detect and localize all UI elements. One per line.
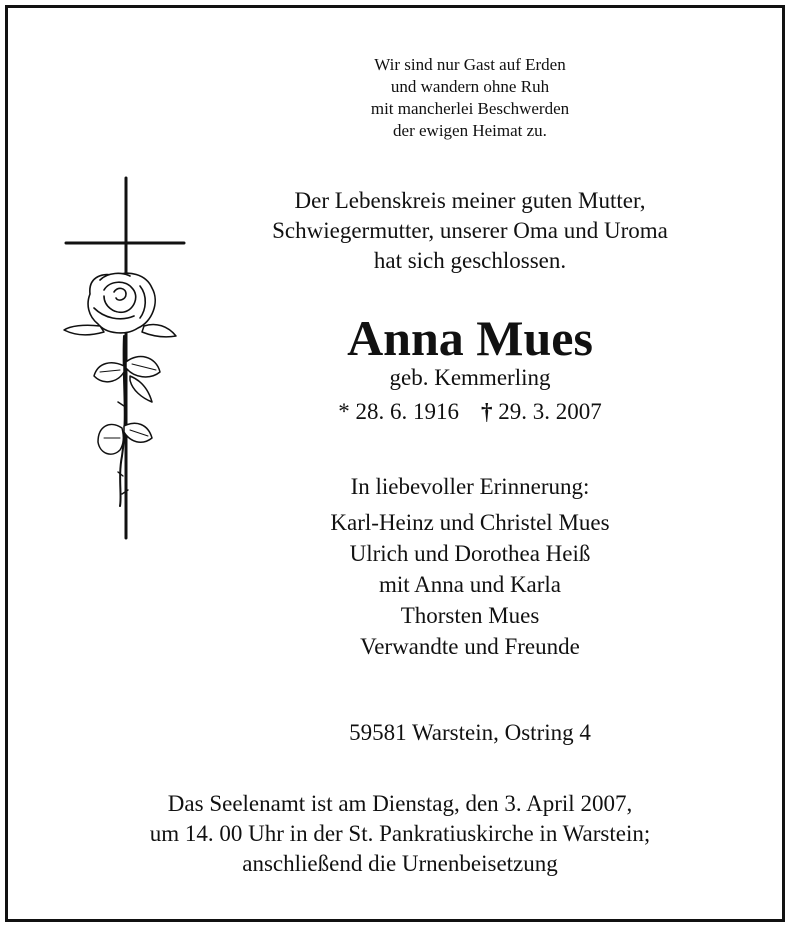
maiden-name: geb. Kemmerling <box>389 365 551 390</box>
intro-line: Der Lebenskreis meiner guten Mutter, <box>294 188 646 213</box>
poem-line: und wandern ohne Ruh <box>390 77 550 96</box>
poem-line: der ewigen Heimat zu. <box>393 121 547 140</box>
life-dates <box>0 396 800 428</box>
mourner-line: Karl-Heinz und Christel Mues <box>330 510 610 535</box>
service-line: um 14. 00 Uhr in der St. Pankratiuskirche in Warstein; <box>149 821 651 846</box>
address: 59581 Warstein, Ostring 4 <box>349 720 591 745</box>
service-line: anschließend die Urnenbeisetzung <box>242 851 558 876</box>
service-line: Das Seelenamt ist am Dienstag, den 3. April 2007, <box>167 791 633 816</box>
poem-line: Wir sind nur Gast auf Erden <box>374 55 566 74</box>
mourner-line: Thorsten Mues <box>400 603 540 628</box>
intro-line: hat sich geschlossen. <box>373 248 567 273</box>
death-cross-icon: † <box>481 399 493 424</box>
poem-line: mit mancherlei Beschwerden <box>370 99 570 118</box>
intro-line: Schwiegermutter, unserer Oma und Uroma <box>272 218 668 243</box>
deceased-block <box>0 308 800 428</box>
mourners-list <box>0 507 800 662</box>
death-date: 29. 3. 2007 <box>498 399 602 424</box>
deceased-name: Anna Mues <box>347 310 593 366</box>
intro-text <box>0 186 800 276</box>
memory-label: In liebevoller Erinnerung: <box>350 474 590 499</box>
mourner-line: Verwandte und Freunde <box>360 634 580 659</box>
mourner-line: Ulrich und Dorothea Heiß <box>349 541 591 566</box>
mourner-line: mit Anna und Karla <box>378 572 562 597</box>
birth-date: * 28. 6. 1916 <box>338 399 459 424</box>
service-info <box>0 789 800 879</box>
poem <box>0 54 800 142</box>
